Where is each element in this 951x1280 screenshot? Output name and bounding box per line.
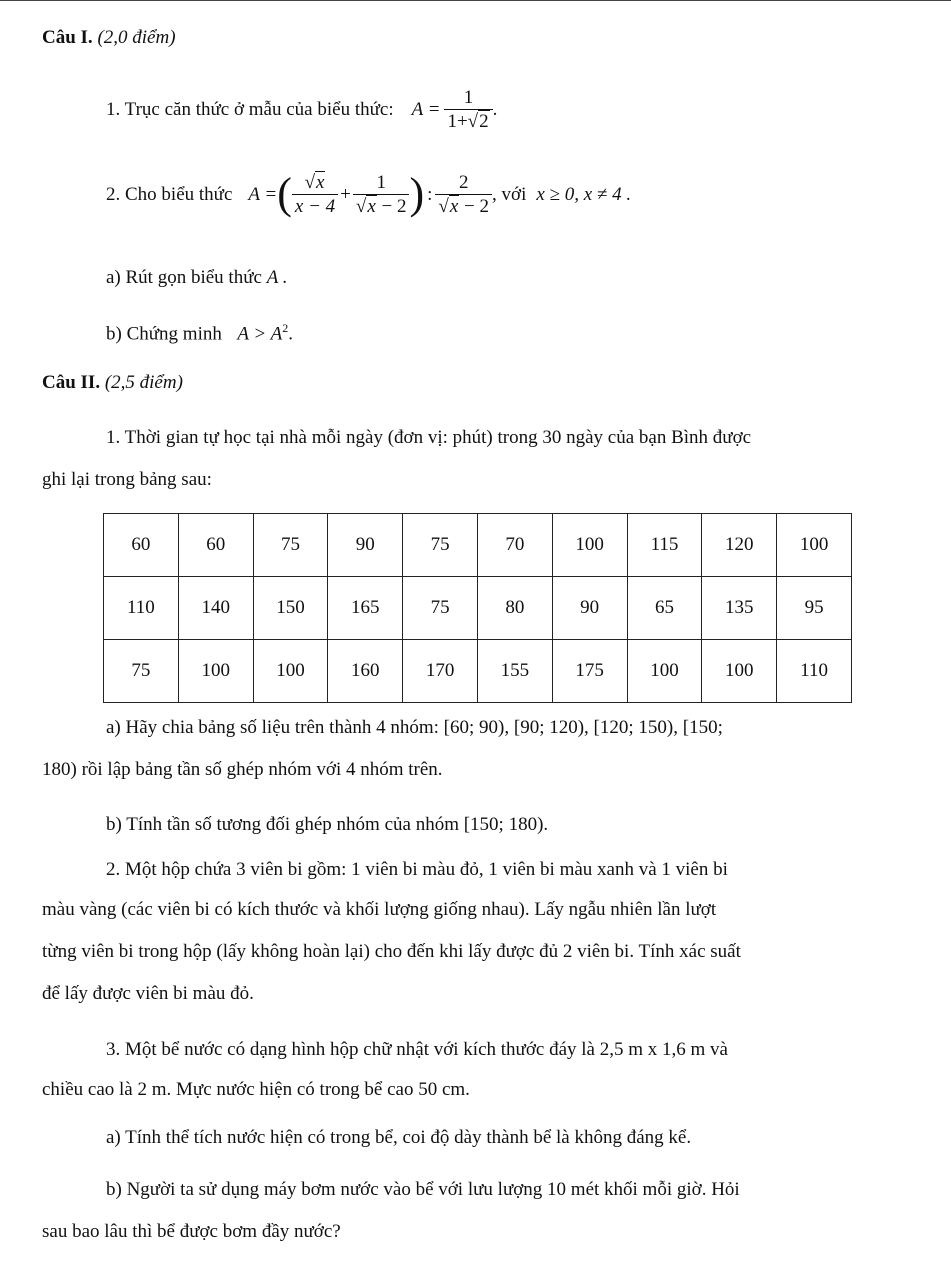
q2-3a: a) Tính thể tích nước hiện có trong bể, coi độ dày thành bể là không đáng kể. [106,1127,692,1148]
table-cell: 100 [552,514,627,577]
q1-text: 1. Trục căn thức ở mẫu của biểu thức: [106,99,394,120]
table-cell: 90 [328,514,403,577]
q2-2-line2: màu vàng (các viên bi có kích thước và khối lượng giống nhau). Lấy ngẫu nhiên lần lượt [42,899,717,920]
section-1-heading [42,28,176,47]
q2-f2-den-tail: − 2 [376,195,407,217]
table-cell: 155 [477,640,552,703]
table-cell: 115 [627,514,702,577]
section-1-points: (2,0 điểm) [97,27,176,48]
top-rule [0,0,951,1]
section-2-title: Câu II. [42,372,101,393]
table-cell: 90 [552,577,627,640]
q2b-text: b) Chứng minh [106,323,222,345]
q2-3b-line1: b) Người ta sử dụng máy bơm nước vào bể với lưu lượng 10 mét khối mỗi giờ. Hỏi [106,1179,740,1200]
q2b-exponent: 2 [282,321,289,335]
q2-f1-radicand: x [316,171,325,193]
table-row [104,514,852,577]
q1-numerator: 1 [444,88,492,110]
q1-den-part: 1+ [447,111,468,132]
q2-condition-math: x ≥ 0, x ≠ 4 . [536,183,632,205]
table-cell: 100 [178,640,253,703]
q2-plus: + [340,183,351,205]
q2a-text: a) Rút gọn biểu thức [106,267,262,288]
table-cell: 100 [627,640,702,703]
table-cell: 110 [777,640,852,703]
q2-1-line1: 1. Thời gian tự học tại nhà mỗi ngày (đơn vị: phút) trong 30 ngày của bạn Bình được [106,427,752,448]
table-cell: 95 [777,577,852,640]
q2-lhs: A = [248,183,278,205]
q2-f3-den: √x − 2 [438,195,490,217]
table-cell: 160 [328,640,403,703]
q2b-math: A > A [237,323,283,345]
q2b-end: . [288,323,293,345]
q1-radicand: 2 [479,111,489,132]
table-cell: 100 [777,514,852,577]
section-1-title: Câu I. [42,27,93,48]
q1-fraction [444,88,492,131]
q2-1-line2: ghi lại trong bảng sau: [42,469,212,490]
q2-f3-radicand: x [449,195,459,217]
q2-1a-line1: a) Hãy chia bảng số liệu trên thành 4 nhóm: [60; 90), [90; 120), [120; 150), [150; [106,717,723,738]
section-2-heading [42,373,183,392]
section-2-points: (2,5 điểm) [104,372,183,393]
q1-lhs: A = [411,99,441,120]
q2-f2-den: √x − 2 [355,195,407,217]
table-cell: 60 [178,514,253,577]
right-paren: ) [409,169,425,218]
table-cell: 170 [403,640,478,703]
table-cell: 75 [403,577,478,640]
table-cell: 135 [702,577,777,640]
table-cell: 100 [253,640,328,703]
table-cell: 110 [104,577,179,640]
table-cell: 120 [702,514,777,577]
table-row [104,640,852,703]
q2-3-line2: chiều cao là 2 m. Mực nước hiện có trong bể cao 50 cm. [42,1079,470,1100]
q2-f1-den: x − 4 [294,195,336,217]
q2-fraction-2 [353,173,410,216]
q2-3b-line2: sau bao lâu thì bể được bơm đầy nước? [42,1221,341,1242]
q2-1b: b) Tính tần số tương đối ghép nhóm của nhóm [150; 180). [106,814,549,835]
q2-3-line1: 3. Một bể nước có dạng hình hộp chữ nhật với kích thước đáy là 2,5 m x 1,6 m và [106,1039,728,1060]
q2-1a-line2: 180) rồi lập bảng tần số ghép nhóm với 4 nhóm trên. [42,759,443,780]
q2-condition-text: , với [492,183,527,205]
q2a-math: A . [266,267,288,288]
table-cell: 60 [104,514,179,577]
table-cell: 100 [702,640,777,703]
table-cell: 150 [253,577,328,640]
q2-fraction-3 [435,173,492,216]
table-cell: 75 [253,514,328,577]
q2-fraction-1 [292,173,338,216]
left-paren: ( [277,169,292,218]
study-time-table [103,513,852,703]
table-cell: 70 [477,514,552,577]
table-cell: 165 [328,577,403,640]
q2-text: 2. Cho biểu thức [106,183,233,205]
table-cell: 75 [104,640,179,703]
q2-f2-radicand: x [367,195,376,217]
sqrt-symbol: √2 [467,111,489,132]
question-1-2b [106,322,293,343]
question-1-2 [106,169,632,218]
table-cell: 75 [403,514,478,577]
table-cell: 80 [477,577,552,640]
q1-end: . [492,99,498,120]
q2-f3-num: 2 [435,173,492,195]
question-1-2a [106,268,287,287]
q2-2-line4: để lấy được viên bi màu đỏ. [42,983,254,1004]
table-cell: 65 [627,577,702,640]
question-1-1 [106,88,497,131]
q2-f3-den-tail: − 2 [459,195,490,217]
q2-f2-num: 1 [353,173,410,195]
q2-f1-num: √x [292,173,338,195]
table-row [104,577,852,640]
q1-denominator [444,110,492,131]
table-cell: 175 [552,640,627,703]
table-cell: 140 [178,577,253,640]
q2-2-line1: 2. Một hộp chứa 3 viên bi gồm: 1 viên bi màu đỏ, 1 viên bi màu xanh và 1 viên bi [106,859,728,880]
q2-colon: : [427,183,433,205]
q2-2-line3: từng viên bi trong hộp (lấy không hoàn lại) cho đến khi lấy được đủ 2 viên bi. Tính xác suất [42,941,741,962]
